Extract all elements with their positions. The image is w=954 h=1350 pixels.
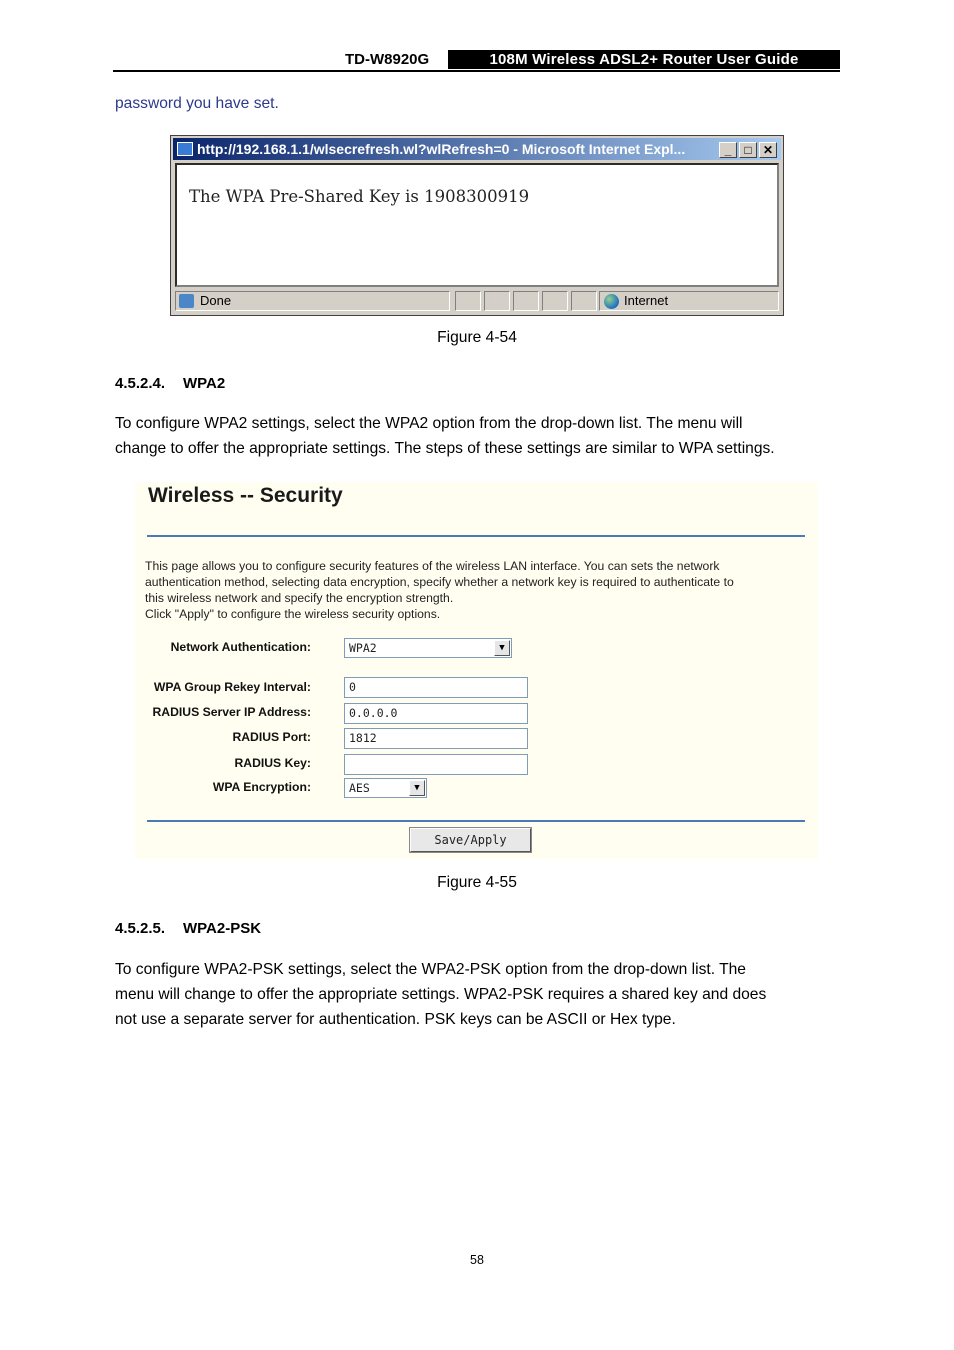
figure-caption-55: Figure 4-55 (437, 874, 517, 891)
paragraph-line: menu will change to offer the appropriate settings. WPA2-PSK requires a shared key and does (115, 986, 767, 1003)
paragraph-line: change to offer the appropriate settings. The steps of these settings are similar to WPA settings. (115, 440, 775, 457)
intro-fragment: password you have set. (115, 95, 279, 112)
status-pane (513, 291, 539, 311)
header-guide-title: 108M Wireless ADSL2+ Router User Guide (448, 50, 840, 69)
page-done-icon (179, 294, 194, 308)
ie-title-bar (173, 138, 781, 160)
figure-caption-54: Figure 4-54 (437, 329, 517, 346)
ie-popup-window (170, 135, 784, 316)
description-line: This page allows you to configure security features of the wireless LAN interface. You can sets the network (145, 559, 720, 573)
panel-title: Wireless -- Security (148, 484, 343, 507)
ie-title-text: http://192.168.1.1/wlsecrefresh.wl?wlRefresh=0 - Microsoft Internet Expl... (197, 141, 686, 157)
status-pane (455, 291, 481, 311)
section-number: 4.5.2.4. (115, 375, 166, 392)
ie-status-bar (173, 289, 781, 313)
status-pane (484, 291, 510, 311)
panel-divider (147, 820, 805, 822)
wpa-encryption-select[interactable] (344, 778, 427, 798)
status-zone (599, 291, 779, 311)
close-button[interactable]: ✕ (759, 142, 777, 158)
ie-window-icon (177, 142, 193, 156)
maximize-button[interactable]: □ (739, 142, 757, 158)
paragraph-line: not use a separate server for authentication. PSK keys can be ASCII or Hex type. (115, 1011, 676, 1028)
panel-divider (147, 535, 805, 537)
minimize-button[interactable]: _ (719, 142, 737, 158)
page-number: 58 (470, 1253, 484, 1267)
radius-key-input[interactable] (344, 754, 528, 775)
dropdown-arrow-icon[interactable]: ▼ (494, 640, 510, 656)
section-number: 4.5.2.5. (115, 920, 166, 937)
dropdown-arrow-icon[interactable]: ▼ (409, 780, 425, 796)
paragraph-wpa2-psk (115, 957, 839, 1032)
status-zone-text: Internet (624, 293, 669, 308)
wpa-encryption-value: AES (349, 781, 370, 795)
status-pane (571, 291, 597, 311)
header-model: TD-W8920G (345, 51, 430, 68)
page-header (113, 50, 840, 72)
radius-port-label: RADIUS Port: (232, 730, 311, 744)
panel-description (145, 558, 795, 622)
wireless-security-panel (135, 482, 818, 859)
status-pane (542, 291, 568, 311)
description-line: authentication method, selecting data encryption, specify whether a network key is required to authenticate to (145, 575, 734, 589)
wpa-encryption-label: WPA Encryption: (212, 780, 311, 794)
network-auth-select[interactable] (344, 638, 512, 658)
radius-ip-input[interactable]: 0.0.0.0 (344, 703, 528, 724)
paragraph-line: To configure WPA2 settings, select the WPA2 option from the drop-down list. The menu will (115, 415, 743, 432)
psk-message: The WPA Pre-Shared Key is 1908300919 (189, 187, 530, 206)
rekey-interval-label: WPA Group Rekey Interval: (153, 680, 311, 694)
rekey-interval-input[interactable]: 0 (344, 677, 528, 698)
save-apply-button[interactable]: Save/Apply (410, 828, 531, 852)
paragraph-line: To configure WPA2-PSK settings, select the WPA2-PSK option from the drop-down list. The (115, 961, 746, 978)
radius-port-input[interactable]: 1812 (344, 728, 528, 749)
network-auth-label: Network Authentication: (170, 640, 311, 654)
description-line: this wireless network and specify the encryption strength. (145, 591, 454, 605)
description-line: Click "Apply" to configure the wireless security options. (145, 607, 441, 621)
section-title: WPA2-PSK (183, 920, 262, 937)
section-heading-wpa2-psk (115, 920, 261, 937)
status-done-text: Done (200, 293, 232, 308)
radius-ip-label: RADIUS Server IP Address: (152, 705, 311, 719)
radius-key-label: RADIUS Key: (234, 756, 311, 770)
status-done (175, 291, 450, 311)
network-auth-value: WPA2 (349, 641, 377, 655)
internet-globe-icon (604, 294, 619, 309)
section-title: WPA2 (183, 375, 226, 392)
ie-content-area (175, 163, 779, 287)
section-heading-wpa2 (115, 375, 225, 392)
paragraph-wpa2 (115, 411, 839, 461)
